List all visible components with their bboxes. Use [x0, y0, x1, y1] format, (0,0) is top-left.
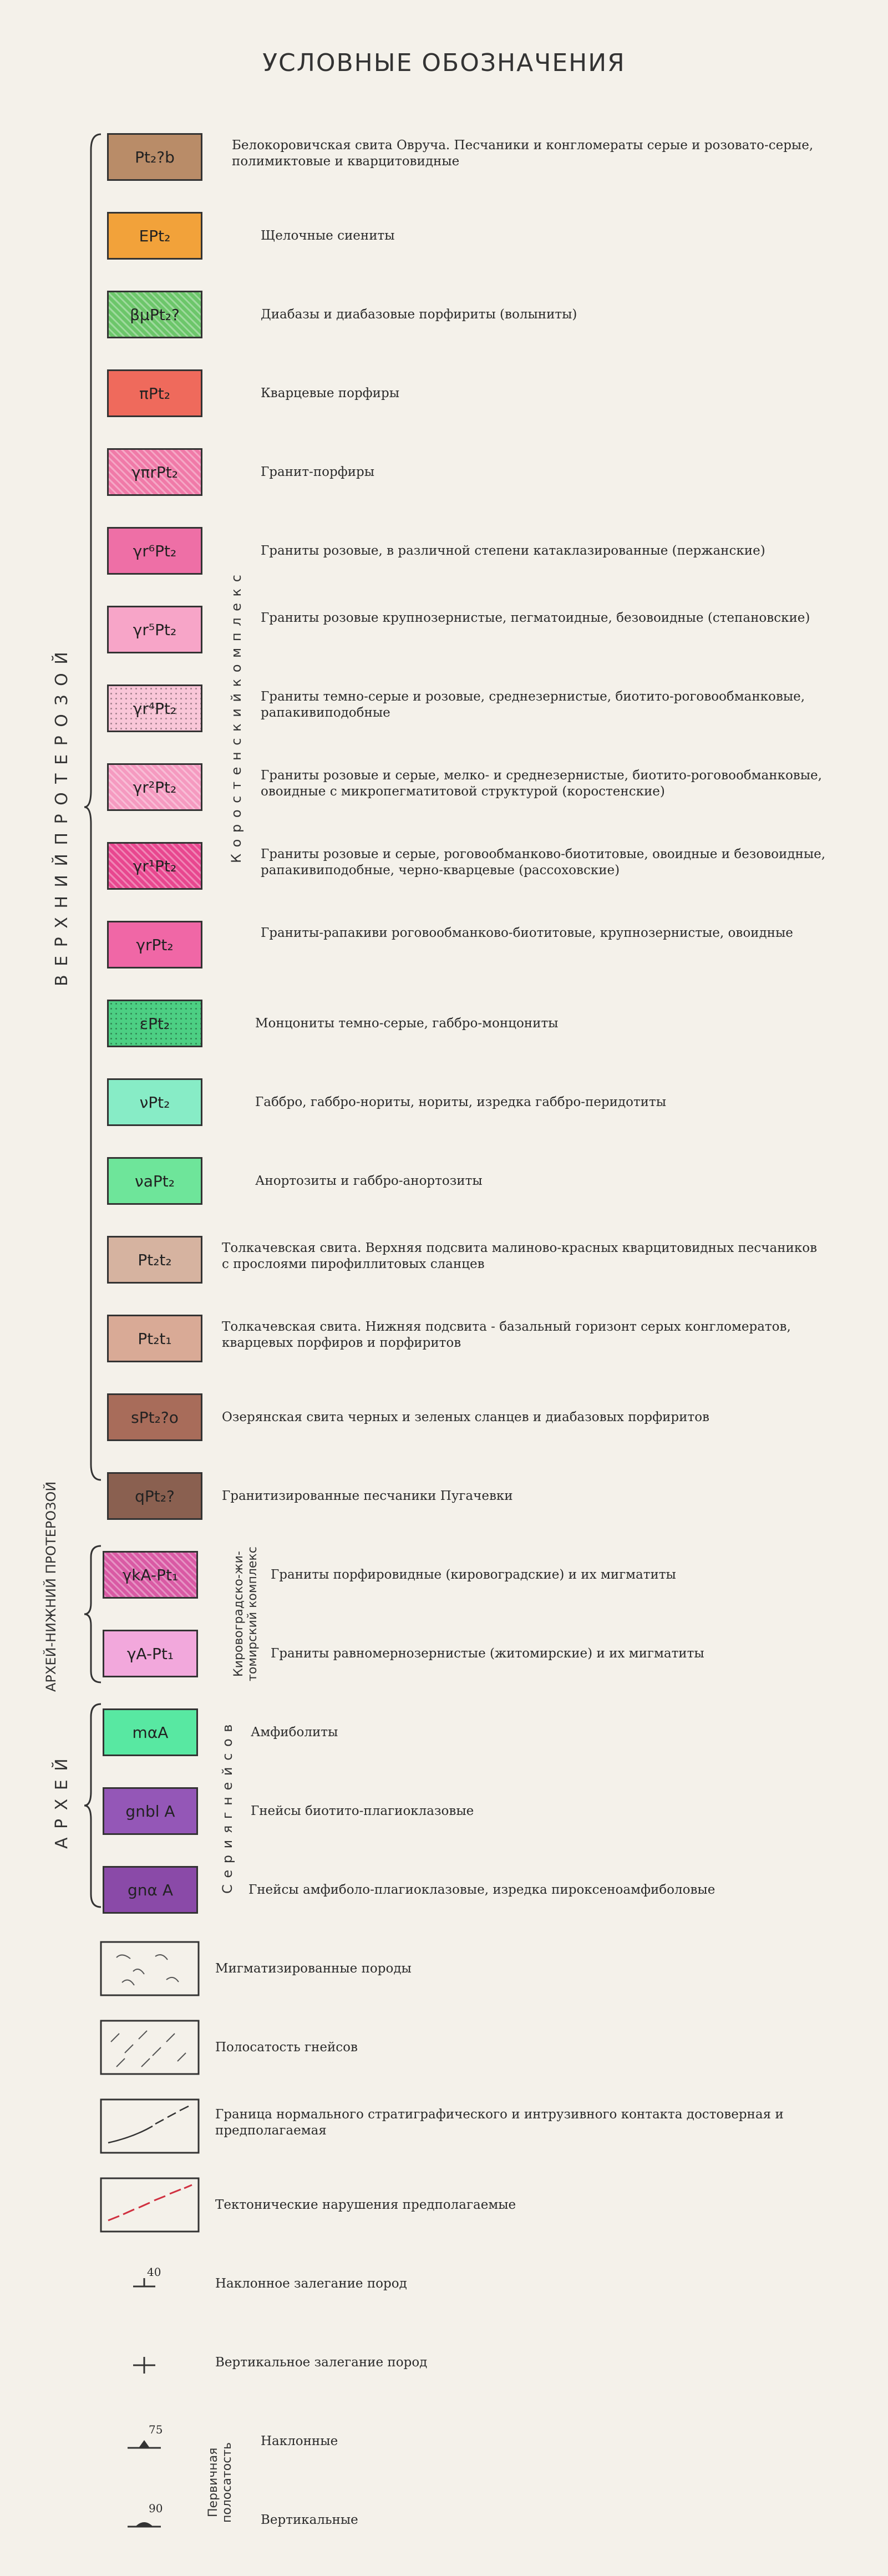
legend-item — [0, 520, 888, 581]
legend-swatch: Pt₂t₁ — [107, 1315, 202, 1362]
legend-item — [0, 363, 888, 424]
legend-swatch: EPt₂ — [107, 212, 202, 260]
legend-text: Озерянская свита черных и зеленых сланцев и диабазовых порфиритов — [222, 1410, 709, 1424]
legend-swatch: πPt₂ — [107, 369, 202, 417]
legend-text: Гнейсы амфиболо-плагиоклазовые, изредка пироксеноамфиболовые — [248, 1883, 716, 1897]
contact-line-icon — [100, 2098, 200, 2154]
legend-item — [0, 835, 888, 896]
legend-item — [0, 1150, 888, 1211]
legend-swatch: νPt₂ — [107, 1078, 202, 1126]
legend-item — [0, 1781, 888, 1842]
legend-item — [0, 2096, 888, 2157]
legend-item — [0, 1938, 888, 1999]
legend-swatch: νaPt₂ — [107, 1157, 202, 1205]
legend-item — [0, 1702, 888, 1763]
legend-text: Граниты-рапакиви роговообманково-биотитовые, крупнозернистые, овоидные — [261, 926, 793, 940]
legend-item — [0, 2411, 888, 2472]
legend-text: Наклонные — [261, 2434, 338, 2448]
legend-item — [0, 993, 888, 1054]
legend-item — [0, 1623, 888, 1684]
legend-title: УСЛОВНЫЕ ОБОЗНАЧЕНИЯ — [262, 49, 626, 77]
legend-text: Граниты розовые и серые, мелко- и среднезернистые, биотито-роговообманковые, овоидные с микропегматитовой структурой (коростенские) — [261, 768, 822, 799]
legend-item — [0, 284, 888, 345]
legend-item — [0, 1308, 888, 1369]
legend-swatch: γr¹Pt₂ — [107, 842, 202, 890]
legend-text: Граниты розовые и серые, роговообманково-биотитовые, овоидные и безовоидные, рапакивиподобные, черно-кварцевые (рассоховские) — [261, 847, 826, 878]
legend-text: Граница нормального стратиграфического и интрузивного контакта достоверная и предполагаемая — [215, 2107, 784, 2138]
legend-swatch: Pt₂?b — [107, 133, 202, 181]
legend-item — [0, 1544, 888, 1605]
label-gneiss-series: С е р и я г н е й с о в — [220, 1723, 235, 1894]
legend-text: Граниты равномернозернистые (житомирские) и их мигматиты — [271, 1646, 704, 1661]
legend-text: Белокоровичская свита Овруча. Песчаники и конгломераты серые и розовато-серые, полимиктовые и кварцитовидные — [232, 138, 814, 169]
label-archean-lower-proterozoic: АРХЕЙ-НИЖНИЙ ПРОТЕРОЗОЙ — [43, 1481, 59, 1692]
legend-item — [0, 205, 888, 266]
legend-text: Граниты розовые крупнозернистые, пегматоидные, безовоидные (степановские) — [261, 611, 810, 625]
legend-swatch: mαA — [103, 1708, 198, 1756]
legend-text: Тектонические нарушения предполагаемые — [215, 2198, 516, 2212]
legend-text: Гнейсы биотито-плагиоклазовые — [251, 1804, 474, 1818]
legend-text: Гранитизированные песчаники Пугачевки — [222, 1489, 513, 1503]
legend-swatch: sPt₂?o — [107, 1393, 202, 1441]
vertical-value: 90 — [149, 2502, 163, 2515]
label-upper-proterozoic: В Е Р Х Н И Й П Р О Т Е Р О З О Й — [52, 650, 72, 986]
label-archean: А Р Х Е Й — [52, 1757, 72, 1849]
legend-item — [0, 1387, 888, 1448]
legend-item — [0, 2253, 888, 2314]
legend-text: Амфиболиты — [251, 1725, 338, 1740]
tectonic-fault-icon — [100, 2177, 200, 2233]
legend-item — [0, 126, 888, 187]
legend-text: Кварцевые порфиры — [261, 386, 400, 400]
legend-item — [0, 678, 888, 739]
legend-swatch: γr⁴Pt₂ — [107, 684, 202, 732]
legend-text: Полосатость гнейсов — [215, 2040, 358, 2055]
legend-item — [0, 2017, 888, 2078]
legend-text: Толкачевская свита. Верхняя подсвита малиново-красных кварцитовидных песчаников с прослоями пирофиллитовых сланцев — [222, 1241, 818, 1271]
migmatite-pattern-icon — [100, 1941, 200, 1996]
legend-swatch: γr²Pt₂ — [107, 763, 202, 811]
legend-item — [0, 757, 888, 818]
legend-text: Вертикальное залегание пород — [215, 2355, 428, 2370]
label-korosten-complex: К о р о с т е н с к и й к о м п л е к с — [229, 574, 244, 863]
legend-item — [0, 1859, 888, 1920]
legend-item — [0, 1072, 888, 1133]
legend-text: Граниты розовые, в различной степени катаклазированные (пержанские) — [261, 544, 765, 558]
legend-swatch: qPt₂? — [107, 1472, 202, 1520]
legend-text: Вертикальные — [261, 2513, 358, 2527]
legend-text: Гранит-порфиры — [261, 465, 375, 479]
legend-swatch: γkA-Pt₁ — [103, 1551, 198, 1599]
legend-item — [0, 2174, 888, 2235]
legend-swatch: Pt₂t₂ — [107, 1236, 202, 1284]
legend-swatch: γr⁵Pt₂ — [107, 606, 202, 653]
legend-swatch: γπrPt₂ — [107, 448, 202, 496]
legend-swatch: γA-Pt₁ — [103, 1630, 198, 1677]
legend-swatch: gnbl A — [103, 1787, 198, 1835]
legend-text: Наклонное залегание пород — [215, 2276, 407, 2291]
legend-item — [0, 599, 888, 660]
legend-text: Толкачевская свита. Нижняя подсвита - базальный горизонт серых конгломератов, кварцевых порфиров и порфиритов — [222, 1320, 791, 1350]
legend-text: Мигматизированные породы — [215, 1961, 412, 1976]
dip-value: 40 — [147, 2265, 161, 2279]
label-kirovograd-complex: Кировоградско-жи-томирский комплекс — [232, 1546, 260, 1682]
legend-text: Граниты темно-серые и розовые, среднезернистые, биотито-роговообманковые, рапакивиподобные — [261, 689, 805, 720]
inclined-value: 75 — [149, 2423, 163, 2436]
legend-text: Анортозиты и габбро-анортозиты — [255, 1174, 483, 1188]
legend-swatch: βμPt₂? — [107, 291, 202, 338]
vertical-banding-icon — [100, 2492, 200, 2548]
legend-item — [0, 2489, 888, 2550]
dip-symbol-icon — [100, 2256, 200, 2311]
legend-text: Диабазы и диабазовые порфириты (волыниты) — [261, 307, 577, 322]
legend-swatch: εPt₂ — [107, 1000, 202, 1047]
label-primary-banding: Первичная полосатость — [206, 2442, 234, 2523]
legend-item — [0, 1466, 888, 1527]
legend-text: Монцониты темно-серые, габбро-монцониты — [255, 1016, 559, 1031]
legend-item — [0, 2332, 888, 2393]
legend-swatch: gnα A — [103, 1866, 198, 1914]
legend-swatch: γr⁶Pt₂ — [107, 527, 202, 575]
legend-item — [0, 914, 888, 975]
legend-text: Щелочные сиениты — [261, 229, 395, 243]
legend-item — [0, 442, 888, 503]
legend-text: Граниты порфировидные (кировоградские) и их мигматиты — [271, 1568, 676, 1582]
inclined-banding-icon — [100, 2413, 200, 2469]
legend-swatch: γrPt₂ — [107, 921, 202, 968]
legend-item — [0, 1229, 888, 1290]
legend-text: Габбро, габбро-нориты, нориты, изредка габбро-перидотиты — [255, 1095, 667, 1109]
gneiss-banding-pattern-icon — [100, 2020, 200, 2075]
vertical-bedding-icon — [100, 2335, 200, 2390]
